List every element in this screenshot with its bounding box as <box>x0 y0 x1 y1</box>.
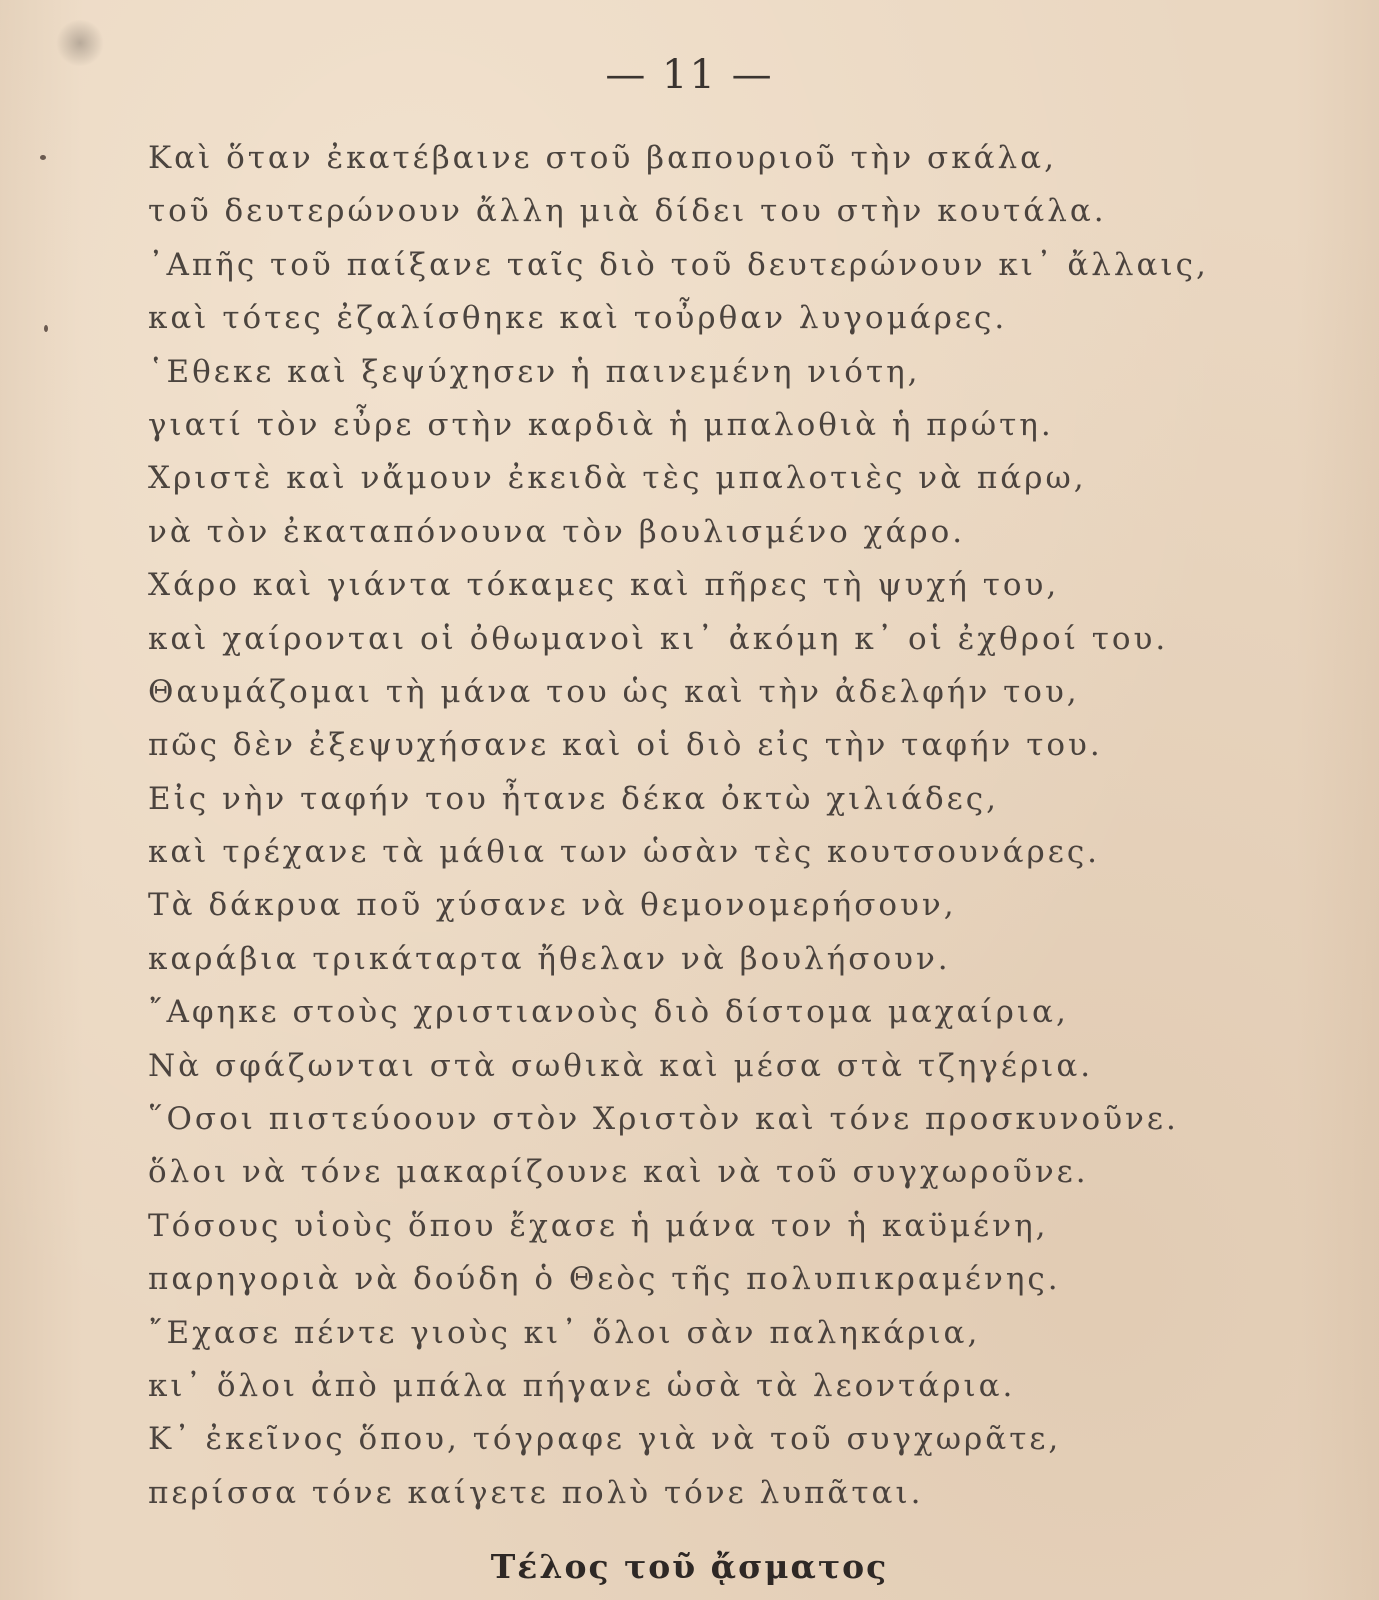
poem-line: νὰ τὸν ἐκαταπόνουνα τὸν βουλισμένο χάρο. <box>148 513 966 550</box>
poem-line: καὶ τότες ἐζαλίσθηκε καὶ τοὖρθαν λυγομάρες. <box>148 300 1008 337</box>
poem-line: τοῦ δευτερώνουν ἄλλη μιὰ δίδει του στὴν κουτάλα. <box>148 193 1107 230</box>
margin-speck <box>40 155 46 160</box>
poem-line: Κ᾽ ἐκεῖνος ὅπου, τόγραφε γιὰ νὰ τοῦ συγχωρᾶτε, <box>148 1421 1062 1458</box>
poem-line: Χάρο καὶ γιάντα τόκαμες καὶ πῆρες τὴ ψυχή του, <box>148 567 1060 604</box>
poem-text <box>148 132 1209 1520</box>
poem-line: Καὶ ὅταν ἐκατέβαινε στοῦ βαπουριοῦ τὴν σκάλα, <box>148 140 1057 176</box>
poem-line: ῾Εθεκε καὶ ξεψύχησεν ἡ παινεμένη νιότη, <box>148 353 921 390</box>
poem-line: Τόσους υἱοὺς ὅπου ἔχασε ἡ μάνα τον ἡ καϋμένη, <box>148 1207 1049 1244</box>
poem-line: γιατί τὸν εὖρε στὴν καρδιὰ ἡ μπαλοθιὰ ἡ πρώτη. <box>148 406 1054 443</box>
poem-line: Τὰ δάκρυα ποῦ χύσανε νὰ θεμονομερήσουν, <box>148 887 957 924</box>
poem-line: πῶς δὲν ἐξεψυχήσανε καὶ οἱ διὸ εἰς τὴν ταφήν του. <box>148 727 1103 764</box>
poem-line: ῞Οσοι πιστεύοουν στὸν Χριστὸν καὶ τόνε προσκυνοῦνε. <box>148 1101 1179 1138</box>
poem-line: Νὰ σφάζωνται στὰ σωθικὰ καὶ μέσα στὰ τζηγέρια. <box>148 1047 1094 1084</box>
poem-line: περίσσα τόνε καίγετε πολὺ τόνε λυπᾶται. <box>148 1474 924 1511</box>
poem-line: ᾽Απῆς τοῦ παίξανε ταῖς διὸ τοῦ δευτερώνουν κι᾽ ἄλλαις, <box>148 246 1209 283</box>
poem-line: ῎Εχασε πέντε γιοὺς κι᾽ ὅλοι σὰν παληκάρια, <box>148 1314 981 1351</box>
poem-line: ὅλοι νὰ τόνε μακαρίζουνε καὶ νὰ τοῦ συγχωροῦνε. <box>148 1154 1089 1191</box>
poem-line: κι᾽ ὅλοι ἀπὸ μπάλα πήγανε ὡσὰ τὰ λεοντάρια. <box>148 1367 1016 1404</box>
poem-line: παρηγοριὰ νὰ δούδη ὁ Θεὸς τῆς πολυπικραμένης. <box>148 1261 1061 1298</box>
poem-ending: Τέλος τοῦ ᾄσματος <box>490 1547 889 1586</box>
poem-line: ῎Αφηκε στοὺς χριστιανοὺς διὸ δίστομα μαχαίρια, <box>148 994 1069 1031</box>
poem-line: Εἰς νὴν ταφήν του ἦτανε δέκα ὀκτὼ χιλιάδες, <box>148 780 999 817</box>
page-number: — 11 — <box>605 52 774 98</box>
poem-line: Χριστὲ καὶ νἄμουν ἐκειδὰ τὲς μπαλοτιὲς νὰ πάρω, <box>148 460 1087 497</box>
poem-line: καὶ χαίρονται οἱ ὀθωμανοὶ κι᾽ ἀκόμη κ᾽ οἱ ἐχθροί του. <box>148 620 1169 657</box>
poem-line: Θαυμάζομαι τὴ μάνα του ὡς καὶ τὴν ἀδελφήν του, <box>148 673 1080 710</box>
poem-line: καράβια τρικάταρτα ἤθελαν νὰ βουλήσουν. <box>148 940 951 977</box>
poem-line: καὶ τρέχανε τὰ μάθια των ὡσὰν τὲς κουτσουνάρες. <box>148 834 1101 871</box>
margin-speck <box>44 325 48 332</box>
